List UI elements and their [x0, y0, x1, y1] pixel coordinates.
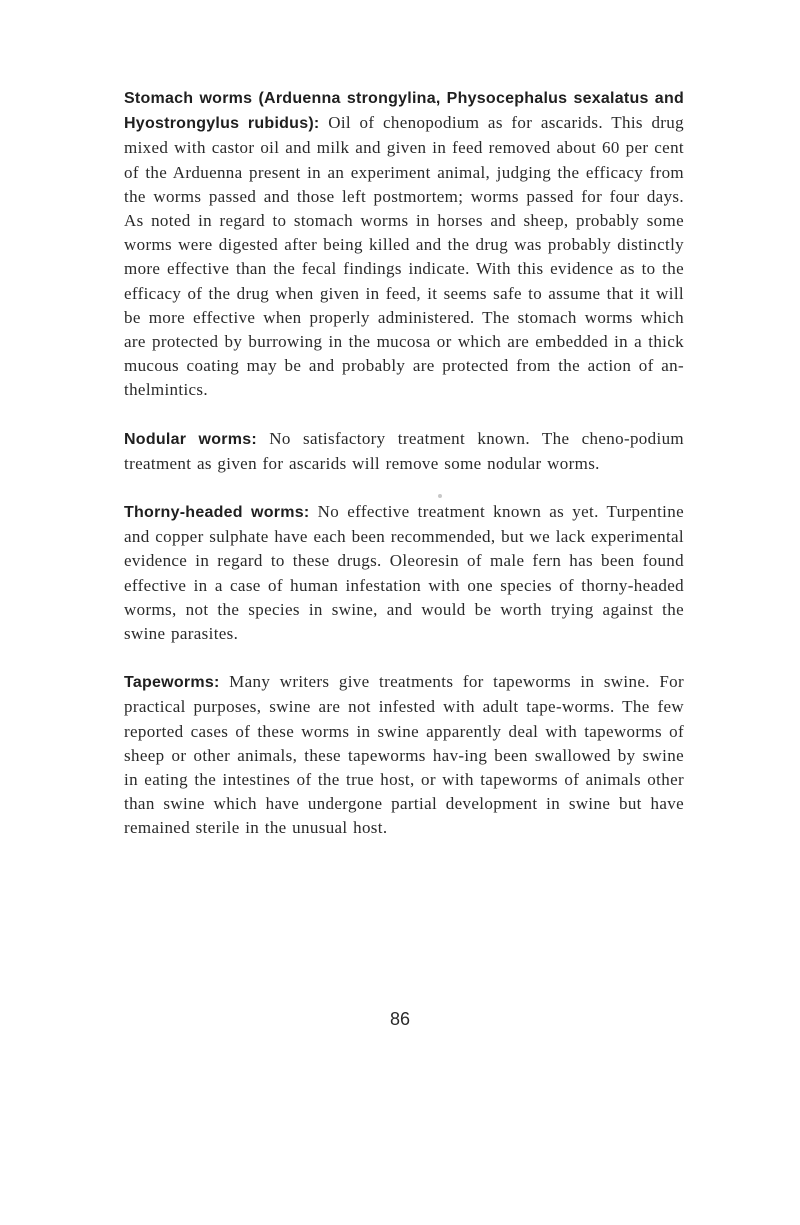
text-thorny-headed-worms: No effective treatment known as yet. Turpentine and copper sulphate have each been recommended, but we lack experimental evidence in regard to these drugs. Oleoresin of male fern has been found effective in a case of human infestation with one species of thorny-headed worms, not the species in swine, and would be worth trying against the swine parasites. — [124, 502, 684, 644]
heading-thorny-headed-worms: Thorny-headed worms: — [124, 504, 318, 522]
heading-nodular-worms: Nodular worms: — [124, 430, 270, 448]
text-nodular-worms: No satisfactory treatment known. The cheno-podium treatment as given for ascarids will remove some nodular worms. — [124, 428, 685, 473]
heading-stomach-worms: Stomach worms (Arduenna strongylina, Physocephalus sexalatus and Hyostrongylus rubidus): — [124, 90, 684, 133]
paragraph-thorny-headed-worms — [124, 500, 684, 646]
scan-speck — [438, 494, 442, 498]
paragraph-nodular-worms — [124, 427, 684, 476]
paragraph-stomach-worms — [124, 86, 684, 403]
heading-tapeworms: Tapeworms: — [124, 674, 230, 692]
paragraph-tapeworms — [124, 670, 684, 840]
text-tapeworms: Many writers give treatments for tapeworms in swine. For practical purposes, swine are not infested with adult tape-worms. The few reported cases of these worms in swine apparently deal with tapeworms of sheep or other animals, these tapeworms hav-ing been swallowed by swine in eating the intestines of the true host, or with tapeworms of animals other than swine which have undergone partial development in swine but have remained sterile in the unusual host. — [124, 672, 684, 838]
page-body — [124, 86, 684, 865]
page-number: 86 — [389, 1009, 411, 1029]
text-stomach-worms: Oil of chenopodium as for ascarids. This drug mixed with castor oil and milk and given in feed removed about 60 per cent of the Arduenna present in an experiment animal, judging the efficacy from the worms passed and those left postmortem; worms passed for four days. As noted in regard to stomach worms in horses and sheep, probably some worms were digested after being killed and the drug was probably distinctly more effective than the fecal findings indicate. With this evidence as to the efficacy of the drug when given in feed, it seems safe to assume that it will be more effective when properly administered. The stomach worms which are protected by burrowing in the mucosa or which are embedded in a thick mucous coating may be and probably are protected from the action of an-thelmintics. — [124, 113, 685, 400]
